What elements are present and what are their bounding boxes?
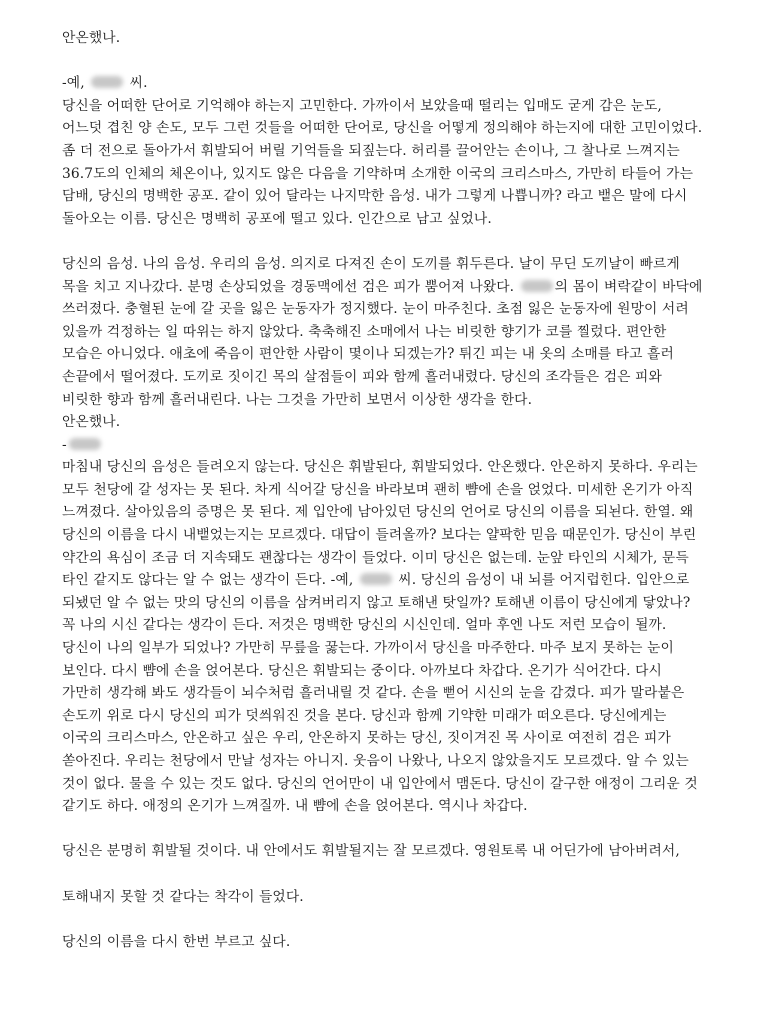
text-line: 담배, 당신의 명백한 공포. 같이 있어 달라는 나지막한 음성. 내가 그렇게 나쁩니까? 라고 뱉은 말에 다시 [62,188,688,205]
text-line: 느껴졌다. 살아있음의 증명은 못 된다. 제 입안에 남아있던 당신의 언어로 당신의 이름을 되뇐다. 한열. 왜 [62,504,694,521]
text-line: 당신이 나의 일부가 되었나? 가만히 무릎을 꿇는다. 가까이서 당신을 마주한다. 마주 보지 못하는 눈이 [62,640,674,657]
blank-line [62,863,712,886]
text-line: 어느덧 겹친 양 손도, 모두 그런 것들을 어떠한 단어로, 당신을 어떻게 정의해야 하는지에 대한 고민이었다. [62,120,703,137]
text-line: 좀 더 전으로 돌아가서 휘발되어 버릴 기억들을 되짚는다. 허리를 끌어안는 손이나, 그 찰나로 느껴지는 [62,142,680,159]
text-line: 같기도 하다. 애정의 온기가 느껴질까. 내 뺨에 손을 얹어본다. 역시나 차갑다. [62,798,528,815]
text-line: - [62,434,712,457]
redacted-name [91,76,123,88]
blank-line [62,230,712,253]
blank-line [62,50,712,73]
text-line: 목을 치고 지나갔다. 분명 손상되었을 경동맥에선 검은 피가 뿜어져 나왔다. 의 몸이 벼락같이 바닥에 [62,278,703,295]
text-line: 돌아오는 이름. 당신은 명백히 공포에 떨고 있다. 인간으로 남고 싶었나. [62,210,492,227]
text-line: 토해내지 못할 것 같다는 착각이 들었다. [62,888,304,905]
text-line: 마침내 당신의 음성은 들려오지 않는다. 당신은 휘발된다, 휘발되었다. 안온했다. 안온하지 못하다. 우리는 [62,459,698,476]
text-line: 보인다. 다시 뺨에 손을 얹어본다. 당신은 휘발되는 중이다. 아까보다 차갑다. 온기가 식어간다. 다시 [62,662,662,679]
text-line: 손끝에서 떨어졌다. 도끼로 짓이긴 목의 살점들이 피와 함께 흘러내렸다. 당신의 조각들은 검은 피와 [62,368,662,385]
text-line: 36.7도의 인체의 체온이나, 있지도 않은 다음을 기약하며 소개한 이국의 크리스마스, 가만히 타들어 가는 [62,165,694,182]
text-line: 쏟아진다. 우리는 천당에서 만날 성자는 아니지. 웃음이 나왔나, 나오지 않았을지도 모르겠다. 알 수 있는 [62,753,689,769]
text-line: 이국의 크리스마스, 안온하고 싶은 우리, 안온하지 못하는 당신, 짓이겨진 목 사이로 여전히 검은 피가 [62,730,671,747]
text-line: 모습은 아니었다. 애초에 죽음이 편안한 사람이 몇이나 되겠는가? 튀긴 피는 내 옷의 소매를 타고 흘러 [62,346,674,363]
text-line: 비릿한 향과 함께 흘러내린다. 나는 그것을 가만히 보면서 이상한 생각을 한다. [62,391,533,408]
blank-line [62,818,712,841]
text-line: 안온했나. [62,414,121,431]
text-line: 쓰러졌다. 충혈된 눈에 갈 곳을 잃은 눈동자가 정지했다. 눈이 마주친다. 초점 잃은 눈동자에 원망이 서려 [62,301,689,318]
redacted-name [360,573,392,585]
text-line: 당신은 분명히 휘발될 것이다. 내 안에서도 휘발될지는 잘 모르겠다. 영원토록 내 어딘가에 남아버려서, [62,843,680,860]
text-line: 꼭 나의 시신 같다는 생각이 든다. 저것은 명백한 당신의 시신인데. 얼마 후엔 나도 저런 모습이 될까. [62,617,667,634]
text-line: 것이 없다. 물을 수 있는 것도 없다. 당신의 언어만이 내 입안에서 맴돈다. 당신이 갈구한 애정이 그리운 것 [62,775,698,792]
text-line: 되뇄던 알 수 없는 맛의 당신의 이름을 삼켜버리지 않고 토해낸 탓일까? 토해낸 이름이 당신에게 닿았나? [62,594,691,611]
text-line: 당신을 어떠한 단어로 기억해야 하는지 고민한다. 가까이서 보았을때 떨리는 입매도 굳게 감은 눈도, [62,97,662,114]
text-line: 손도끼 위로 다시 당신의 피가 덧씌워진 것을 본다. 당신과 함께 기약한 미래가 떠오른다. 당신에게는 [62,707,667,724]
text-line: 가만히 생각해 봐도 생각들이 뇌수처럼 흘러내릴 것 같다. 손을 뻗어 시신의 눈을 감겼다. 피가 말라붙은 [62,685,685,702]
text-line: 타인 같지도 않다는 알 수 없는 생각이 든다. -예, 씨. 당신의 음성이 내 뇌를 어지럽힌다. 입안으로 [62,572,690,589]
text-line: 있을까 걱정하는 일 따위는 하지 않았다. 축축해진 소매에서 나는 비릿한 향기가 코를 찔렀다. 편안한 [62,323,667,340]
text-line: 당신의 이름을 다시 한번 부르고 싶다. [62,933,291,950]
text-line: 약간의 욕심이 조금 더 지속돼도 괜찮다는 생각이 들었다. 이미 당신은 없는데. 눈앞 타인의 시체가, 문득 [62,549,689,566]
text-line: 당신의 이름을 다시 내뱉었는지는 모르겠다. 대답이 들려올까? 보다는 얄팍한 믿음 때문인가. 당신이 부린 [62,527,697,544]
redacted-name [69,438,101,450]
text-line: 모두 천당에 갈 성자는 못 된다. 차게 식어갈 당신을 바라보며 괜히 뺨에 손을 얹었다. 미세한 온기가 아직 [62,481,694,498]
blank-line [62,908,712,931]
text-line: -예, 씨. [62,75,148,92]
text-line: 당신의 음성. 나의 음성. 우리의 음성. 의지로 다져진 손이 도끼를 휘두른다. 날이 무딘 도끼날이 빠르게 [62,255,680,272]
redacted-name [521,280,553,292]
text-line: 안온했나. [62,30,121,46]
